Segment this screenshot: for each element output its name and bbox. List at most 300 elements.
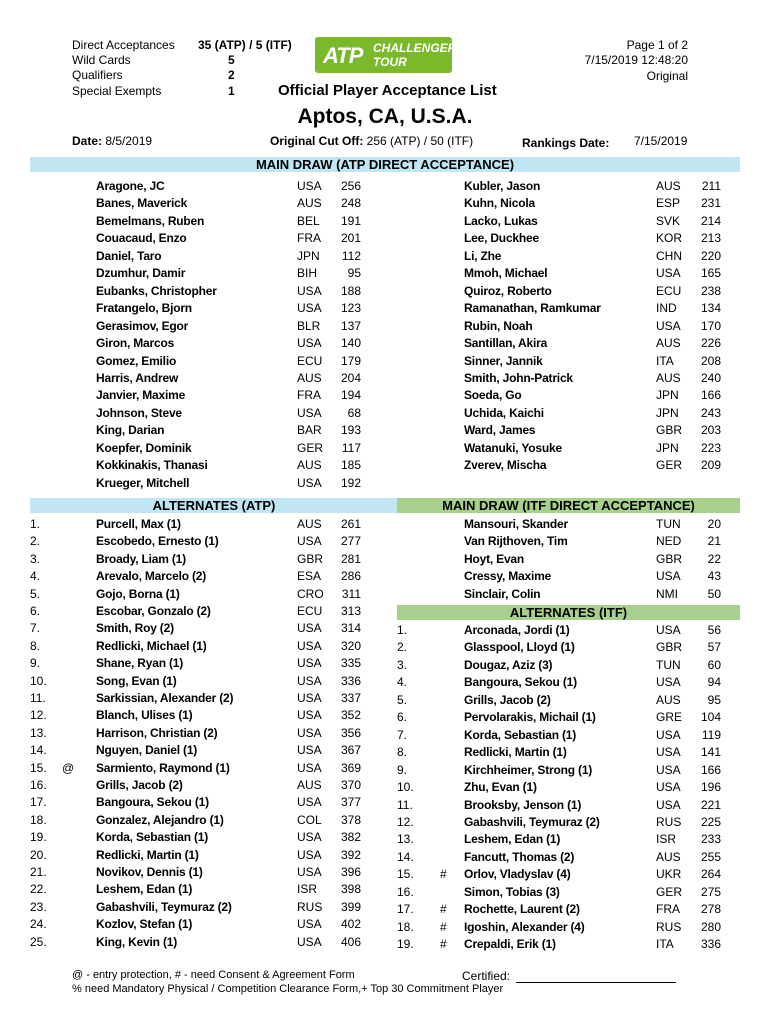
table-row <box>0 516 770 533</box>
player-rank: 94 <box>707 675 721 690</box>
player-rank: 335 <box>340 656 361 671</box>
row-number: 21. <box>30 865 47 879</box>
player-country: AUS <box>297 517 322 531</box>
player-name: Sarkissian, Alexander (2) <box>96 691 234 705</box>
table-row <box>0 831 770 848</box>
player-name: King, Kevin (1) <box>96 934 178 949</box>
table-row <box>0 936 770 953</box>
player-rank: 104 <box>700 710 721 725</box>
table-row <box>0 318 770 335</box>
player-country: GBR <box>297 551 324 566</box>
player-name: Van Rijthoven, Tim <box>464 534 568 549</box>
player-rank: 275 <box>700 884 721 899</box>
player-rank: 392 <box>340 847 361 862</box>
table-row <box>0 370 770 387</box>
row-number: 9. <box>30 656 41 671</box>
row-number: 17. <box>397 902 414 917</box>
player-country: USA <box>297 405 322 420</box>
player-name: Johnson, Steve <box>96 405 182 420</box>
player-country: CRO <box>297 586 324 601</box>
row-number: 24. <box>30 917 47 932</box>
player-name: Bangoura, Sekou (1) <box>464 675 577 690</box>
player-rank: 238 <box>700 283 721 298</box>
player-country: NED <box>656 534 682 549</box>
player-country: USA <box>656 745 681 760</box>
player-rank: 406 <box>340 934 361 949</box>
player-name: Quiroz, Roberto <box>464 283 552 298</box>
player-rank: 117 <box>341 440 361 455</box>
player-country: USA <box>656 675 681 690</box>
player-name: Lee, Duckhee <box>464 231 539 246</box>
player-rank: 378 <box>340 812 361 827</box>
player-country: USA <box>297 830 322 845</box>
player-name: Eubanks, Christopher <box>96 283 217 298</box>
player-name: Gojo, Borna (1) <box>96 586 180 601</box>
player-name: Krueger, Mitchell <box>96 475 190 490</box>
player-rank: 166 <box>700 388 721 403</box>
entry-mark: # <box>440 919 447 934</box>
player-rank: 141 <box>700 745 721 760</box>
player-rank: 280 <box>700 919 721 934</box>
player-name: Simon, Tobias (3) <box>464 884 560 899</box>
player-country: ESA <box>297 569 322 584</box>
row-number: 3. <box>397 657 408 672</box>
player-country: AUS <box>297 370 322 385</box>
player-rank: 134 <box>700 301 721 316</box>
player-name: Igoshin, Alexander (4) <box>464 919 585 934</box>
player-name: Daniel, Taro <box>96 248 162 263</box>
player-rank: 112 <box>341 248 361 263</box>
player-country: USA <box>297 917 322 932</box>
row-number: 19. <box>397 937 414 952</box>
player-name: Redlicki, Martin (1) <box>464 745 567 760</box>
player-country: AUS <box>656 692 681 707</box>
player-rank: 214 <box>700 213 721 228</box>
row-number: 16. <box>30 778 47 792</box>
player-name: Smith, Roy (2) <box>96 621 174 636</box>
player-rank: 311 <box>341 586 361 601</box>
player-rank: 50 <box>707 586 721 601</box>
logo-atp-text: ATP <box>323 43 363 68</box>
table-row <box>0 405 770 422</box>
table-row <box>0 586 770 603</box>
player-name: Zverev, Mischa <box>464 458 547 473</box>
table-row <box>0 457 770 474</box>
player-country: AUS <box>297 778 322 792</box>
player-name: Fancutt, Thomas (2) <box>464 849 575 864</box>
player-country: AUS <box>297 458 322 473</box>
player-name: Leshem, Edan (1) <box>96 882 193 897</box>
player-name: Uchida, Kaichi <box>464 405 544 420</box>
table-row <box>0 657 770 674</box>
player-rank: 57 <box>707 640 721 655</box>
player-country: ISR <box>297 882 318 897</box>
player-name: Cressy, Maxime <box>464 569 552 584</box>
table-row <box>0 440 770 457</box>
player-rank: 213 <box>700 231 721 246</box>
player-name: Escobar, Gonzalo (2) <box>96 604 211 618</box>
logo-line2: TOUR <box>373 55 407 69</box>
player-rank: 277 <box>340 534 361 549</box>
player-country: USA <box>297 725 322 740</box>
player-rank: 261 <box>340 517 361 531</box>
player-rank: 223 <box>700 440 721 455</box>
player-country: USA <box>297 760 322 775</box>
player-rank: 21 <box>707 534 721 549</box>
row-number: 4. <box>30 569 41 584</box>
player-country: GER <box>656 458 683 473</box>
player-country: USA <box>297 638 322 653</box>
row-number: 13. <box>397 832 414 847</box>
player-name: Nguyen, Daniel (1) <box>96 743 198 758</box>
player-country: USA <box>656 318 681 333</box>
player-country: NMI <box>656 586 678 601</box>
player-rank: 264 <box>700 867 721 882</box>
row-number: 1. <box>397 623 408 637</box>
player-rank: 119 <box>701 727 721 742</box>
row-number: 12. <box>30 708 47 723</box>
player-name: Santillan, Akira <box>464 336 548 351</box>
player-name: Arevalo, Marcelo (2) <box>96 569 207 584</box>
list-title: Official Player Acceptance List <box>278 82 497 99</box>
player-country: USA <box>656 569 681 584</box>
row-number: 14. <box>397 849 414 864</box>
player-country: FRA <box>297 231 321 246</box>
player-rank: 170 <box>700 318 721 333</box>
player-country: COL <box>297 812 322 827</box>
player-country: JPN <box>656 405 679 420</box>
cutoff-value: 256 (ATP) / 50 (ITF) <box>366 134 474 148</box>
player-country: GER <box>297 440 324 455</box>
table-row <box>0 300 770 317</box>
player-country: JPN <box>297 248 320 263</box>
player-name: Redlicki, Martin (1) <box>96 847 199 862</box>
player-country: USA <box>297 656 322 671</box>
player-country: JPN <box>656 440 679 455</box>
player-country: RUS <box>656 919 682 934</box>
table-row <box>0 603 770 620</box>
player-rank: 382 <box>340 830 361 845</box>
row-number: 6. <box>30 604 41 618</box>
certified-signature-line <box>516 982 676 983</box>
player-country: USA <box>297 336 322 351</box>
row-number: 1. <box>30 517 41 531</box>
player-name: Rubin, Noah <box>464 318 533 333</box>
cutoff-line <box>270 134 473 148</box>
player-country: BLR <box>297 318 321 333</box>
player-name: Hoyt, Evan <box>464 551 525 566</box>
player-name: Watanuki, Yosuke <box>464 440 562 455</box>
stat-label: Special Exempts <box>72 84 162 98</box>
page-number: Page 1 of 2 <box>626 38 688 52</box>
player-name: Orlov, Vladyslav (4) <box>464 867 571 882</box>
player-country: USA <box>656 266 681 281</box>
player-rank: 60 <box>707 657 721 672</box>
row-number: 18. <box>30 812 47 827</box>
player-country: USA <box>297 475 322 490</box>
stat-value: 1 <box>228 84 235 98</box>
player-name: Novikov, Dennis (1) <box>96 865 203 879</box>
stat-value: 5 <box>228 53 235 67</box>
player-rank: 399 <box>340 899 361 914</box>
player-name: Couacaud, Enzo <box>96 231 187 246</box>
player-rank: 369 <box>340 760 361 775</box>
player-country: GBR <box>656 640 683 655</box>
player-country: USA <box>656 727 681 742</box>
player-name: Brooksby, Jenson (1) <box>464 797 582 812</box>
row-number: 22. <box>30 882 47 897</box>
main-draw-atp-header: MAIN DRAW (ATP DIRECT ACCEPTANCE) <box>30 157 740 172</box>
player-name: Korda, Sebastian (1) <box>96 830 209 845</box>
player-name: Janvier, Maxime <box>96 388 186 403</box>
player-country: JPN <box>656 388 679 403</box>
table-row <box>0 353 770 370</box>
row-number: 4. <box>397 675 408 690</box>
player-name: Fratangelo, Bjorn <box>96 301 192 316</box>
row-number: 14. <box>30 743 47 758</box>
row-number: 11. <box>30 691 46 705</box>
player-rank: 398 <box>340 882 361 897</box>
table-row <box>0 551 770 568</box>
player-name: Grills, Jacob (2) <box>96 778 183 792</box>
player-name: Grills, Jacob (2) <box>464 692 551 707</box>
row-number: 20. <box>30 847 47 862</box>
player-country: USA <box>297 691 322 705</box>
player-name: Broady, Liam (1) <box>96 551 186 566</box>
row-number: 8. <box>397 745 408 760</box>
player-country: USA <box>297 795 322 810</box>
player-country: GBR <box>656 551 683 566</box>
player-rank: 123 <box>340 301 361 316</box>
stat-label: Qualifiers <box>72 68 123 82</box>
table-row <box>0 797 770 814</box>
date-label: Date: <box>72 134 103 148</box>
player-country: USA <box>297 301 322 316</box>
table-row <box>0 919 770 936</box>
player-name: Smith, John-Patrick <box>464 370 573 385</box>
player-name: Bangoura, Sekou (1) <box>96 795 209 810</box>
stat-label: Direct Acceptances <box>72 38 175 52</box>
player-rank: 95 <box>707 692 721 707</box>
table-row <box>0 674 770 691</box>
player-rank: 278 <box>700 902 721 917</box>
player-country: AUS <box>656 849 681 864</box>
table-row <box>0 866 770 883</box>
player-name: Kubler, Jason <box>464 179 541 193</box>
row-number: 8. <box>30 638 41 653</box>
player-country: BEL <box>297 213 320 228</box>
player-country: ECU <box>297 604 323 618</box>
player-name: Ramanathan, Ramkumar <box>464 301 601 316</box>
player-name: Gabashvili, Teymuraz (2) <box>96 899 232 914</box>
rankings-value: 7/15/2019 <box>634 134 688 148</box>
table-row <box>0 248 770 265</box>
alternates-itf-header: ALTERNATES (ITF) <box>397 605 740 620</box>
player-rank: 286 <box>340 569 361 584</box>
footer-legend-2: % need Mandatory Physical / Competition Clearance Form,+ Top 30 Commitment Player <box>72 983 504 995</box>
player-rank: 402 <box>340 917 361 932</box>
player-name: Pervolarakis, Michail (1) <box>464 710 596 725</box>
table-row <box>0 283 770 300</box>
player-name: Gabashvili, Teymuraz (2) <box>464 814 600 829</box>
certified-label: Certified: <box>462 969 511 983</box>
row-number: 11. <box>397 797 413 812</box>
player-country: USA <box>297 179 322 193</box>
player-name: Crepaldi, Erik (1) <box>464 937 556 952</box>
footer-legend-1: @ - entry protection, # - need Consent & Agreement Form <box>72 969 355 981</box>
player-country: FRA <box>656 902 680 917</box>
row-number: 16. <box>397 884 414 899</box>
player-name: Ward, James <box>464 423 536 438</box>
player-rank: 231 <box>700 196 721 211</box>
row-number: 12. <box>397 814 414 829</box>
player-rank: 352 <box>340 708 361 723</box>
row-number: 10. <box>30 673 47 688</box>
player-country: AUS <box>656 370 681 385</box>
table-row <box>0 213 770 230</box>
stat-value: 2 <box>228 68 235 82</box>
location-title: Aptos, CA, U.S.A. <box>297 105 473 128</box>
row-number: 18. <box>397 919 414 934</box>
player-country: USA <box>656 797 681 812</box>
entry-mark: @ <box>62 760 75 775</box>
player-name: Gomez, Emilio <box>96 353 177 368</box>
player-country: USA <box>656 780 681 795</box>
row-number: 3. <box>30 551 41 566</box>
table-row <box>0 762 770 779</box>
cutoff-label: Original Cut Off: <box>270 134 364 148</box>
player-name: Sarmiento, Raymond (1) <box>96 760 230 775</box>
table-row <box>0 849 770 866</box>
player-name: Lacko, Lukas <box>464 213 538 228</box>
player-rank: 185 <box>340 458 361 473</box>
player-country: GER <box>656 884 683 899</box>
player-rank: 240 <box>700 370 721 385</box>
player-country: ITA <box>656 353 674 368</box>
player-rank: 226 <box>700 336 721 351</box>
player-name: Rochette, Laurent (2) <box>464 902 580 917</box>
player-name: Arconada, Jordi (1) <box>464 623 570 637</box>
player-rank: 336 <box>700 937 721 952</box>
player-name: Glasspool, Lloyd (1) <box>464 640 575 655</box>
player-country: GRE <box>656 710 683 725</box>
player-rank: 203 <box>700 423 721 438</box>
player-country: AUS <box>656 179 681 193</box>
row-number: 19. <box>30 830 47 845</box>
player-rank: 377 <box>340 795 361 810</box>
player-country: USA <box>656 762 681 777</box>
player-rank: 193 <box>340 423 361 438</box>
player-rank: 137 <box>340 318 361 333</box>
player-rank: 201 <box>340 231 361 246</box>
player-country: CHN <box>656 248 682 263</box>
player-name: Kokkinakis, Thanasi <box>96 458 208 473</box>
table-row <box>0 335 770 352</box>
row-number: 5. <box>397 692 408 707</box>
stat-value: 35 (ATP) / 5 (ITF) <box>198 38 292 52</box>
player-country: AUS <box>297 196 322 211</box>
player-rank: 221 <box>700 797 721 812</box>
player-rank: 337 <box>340 691 361 705</box>
player-rank: 22 <box>707 551 721 566</box>
entry-mark: # <box>440 867 447 882</box>
timestamp: 7/15/2019 12:48:20 <box>584 53 688 67</box>
player-country: BIH <box>297 266 318 281</box>
row-number: 2. <box>30 534 41 549</box>
player-rank: 256 <box>340 179 361 193</box>
player-name: Gonzalez, Alejandro (1) <box>96 812 224 827</box>
player-name: Kuhn, Nicola <box>464 196 535 211</box>
player-rank: 367 <box>340 743 361 758</box>
row-number: 23. <box>30 899 47 914</box>
player-name: Song, Evan (1) <box>96 673 177 688</box>
table-row <box>0 568 770 585</box>
player-name: Giron, Marcos <box>96 336 175 351</box>
row-number: 5. <box>30 586 41 601</box>
table-row <box>0 178 770 195</box>
table-row <box>0 779 770 796</box>
player-name: Kozlov, Stefan (1) <box>96 917 193 932</box>
row-number: 10. <box>397 780 414 795</box>
player-name: Soeda, Go <box>464 388 522 403</box>
player-country: RUS <box>297 899 323 914</box>
player-name: Blanch, Ulises (1) <box>96 708 193 723</box>
table-row <box>0 744 770 761</box>
player-rank: 225 <box>700 814 721 829</box>
player-country: IND <box>656 301 677 316</box>
player-name: Leshem, Edan (1) <box>464 832 561 847</box>
player-rank: 320 <box>340 638 361 653</box>
player-rank: 188 <box>340 283 361 298</box>
player-name: Mansouri, Skander <box>464 517 568 531</box>
table-row <box>0 533 770 550</box>
table-row <box>0 901 770 918</box>
table-row <box>0 727 770 744</box>
player-rank: 204 <box>340 370 361 385</box>
player-rank: 208 <box>700 353 721 368</box>
player-rank: 68 <box>347 405 361 420</box>
player-rank: 336 <box>340 673 361 688</box>
player-country: USA <box>297 534 322 549</box>
player-name: Mmoh, Michael <box>464 266 548 281</box>
date-value: 8/5/2019 <box>105 134 153 148</box>
table-row <box>0 622 770 639</box>
version: Original <box>646 69 688 83</box>
player-name: Redlicki, Michael (1) <box>96 638 207 653</box>
table-row <box>0 709 770 726</box>
player-name: Harrison, Christian (2) <box>96 725 218 740</box>
player-name: Banes, Maverick <box>96 196 188 211</box>
player-rank: 314 <box>340 621 361 636</box>
player-country: KOR <box>656 231 683 246</box>
player-country: ISR <box>656 832 677 847</box>
row-number: 6. <box>397 710 408 725</box>
table-row <box>0 230 770 247</box>
player-country: UKR <box>656 867 682 882</box>
player-country: RUS <box>656 814 682 829</box>
row-number: 17. <box>30 795 47 810</box>
player-rank: 209 <box>700 458 721 473</box>
row-number: 7. <box>397 727 408 742</box>
table-row <box>0 422 770 439</box>
entry-mark: # <box>440 937 447 952</box>
stat-label: Wild Cards <box>72 53 131 67</box>
player-name: Dzumhur, Damir <box>96 266 186 281</box>
table-row <box>0 475 770 492</box>
player-name: Harris, Andrew <box>96 370 179 385</box>
player-name: Li, Zhe <box>464 248 502 263</box>
player-rank: 191 <box>340 213 361 228</box>
